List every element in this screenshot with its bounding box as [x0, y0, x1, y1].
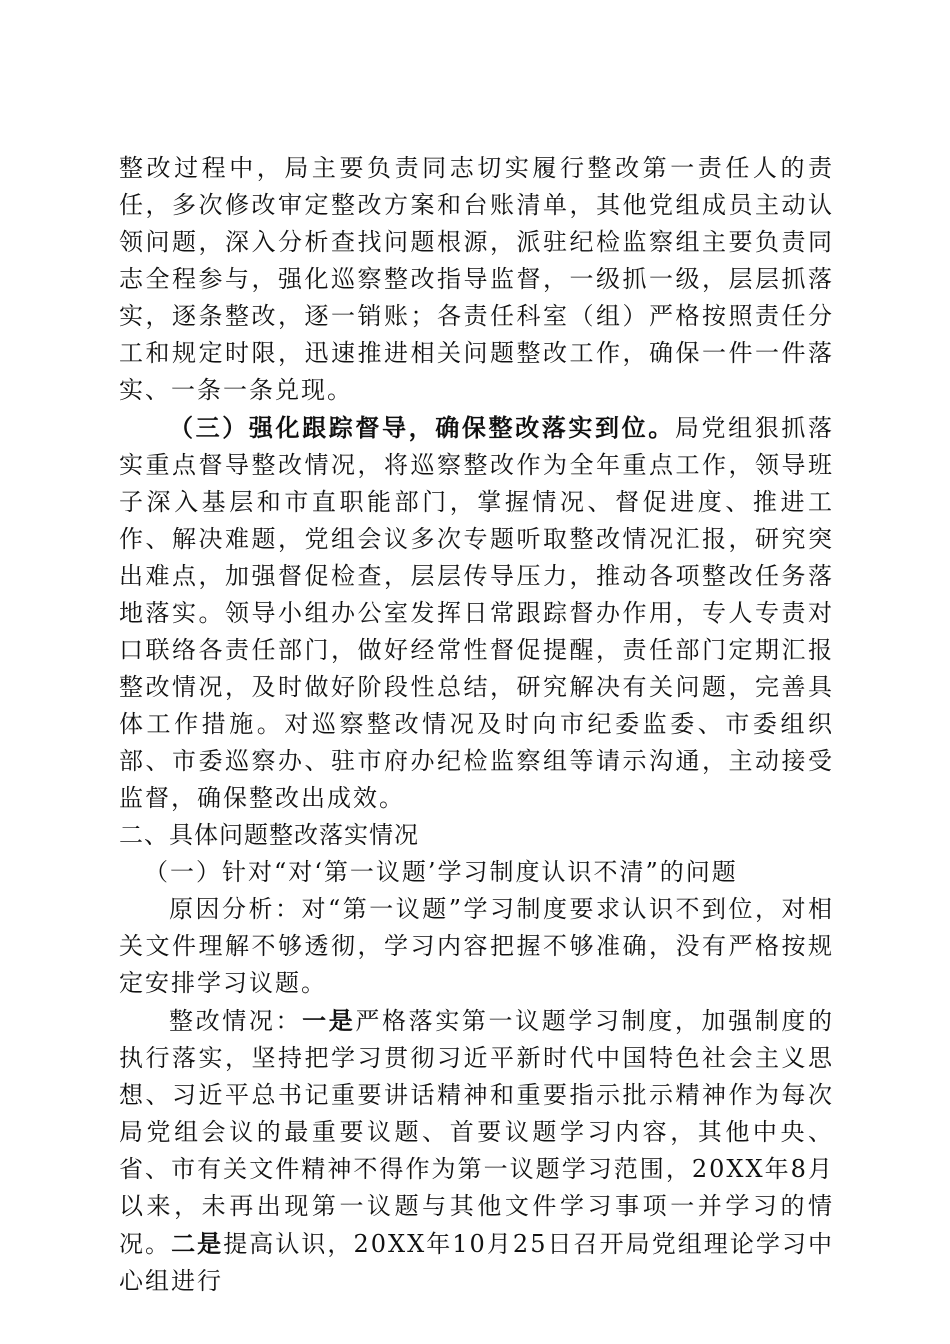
document-body	[119, 150, 834, 1300]
second-body: 提高认识，20XX年10月25日召开局党组理论学习中心组进行	[119, 1230, 835, 1295]
rectification-label: 整改情况：	[169, 1007, 303, 1035]
first-body: 严格落实第一议题学习制度，加强制度的执行落实，坚持把学习贯彻习近平新时代中国特色社会主义思想、习近平总书记重要讲话精神和重要指示批示精神作为每次局党组会议的最重要议题、首要议题学习内容，其他中央、省、市有关文件精神不得作为第一议题学习范围，20XX年8月以来，未再出现第一议题与其他文件学习事项一并学习的情况。	[119, 1007, 834, 1258]
paragraph-tracking-supervision	[119, 409, 834, 817]
first-marker: 一是	[302, 1006, 356, 1035]
subheading-first-topic: （一）针对“对‘第一议题’学习制度认识不清”的问题	[144, 858, 738, 886]
section-heading-two: 二、具体问题整改落实情况	[119, 821, 419, 849]
paragraph-rectification-process: 整改过程中，局主要负责同志切实履行整改第一责任人的责任，多次修改审定整改方案和台账清单，其他党组成员主动认领问题，深入分析查找问题根源，派驻纪检监察组主要负责同志全程参与，强化巡察整改指导监督，一级抓一级，层层抓落实，逐条整改，逐一销账；各责任科室（组）严格按照责任分工和规定时限，迅速推进相关问题整改工作，确保一件一件落实、一条一条兑现。	[119, 154, 834, 404]
section-lead-three: （三）强化跟踪督导，确保整改落实到位。	[169, 413, 675, 442]
paragraph-cause-analysis: 原因分析：对“第一议题”学习制度要求认识不到位，对相关文件理解不够透彻，学习内容把握不够准确，没有严格按规定安排学习议题。	[119, 895, 834, 997]
paragraph-rectification-status	[119, 1002, 834, 1300]
second-marker: 二是	[171, 1229, 224, 1258]
section-three-body: 局党组狠抓落实重点督导整改情况，将巡察整改作为全年重点工作，领导班子深入基层和市直职能部门，掌握情况、督促进度、推进工作、解决难题，党组会议多次专题听取整改情况汇报，研究突出难点，加强督促检查，层层传导压力，推动各项整改任务落地落实。领导小组办公室发挥日常跟踪督办作用，专人专责对口联络各责任部门，做好经常性督促提醒，责任部门定期汇报整改情况，及时做好阶段性总结，研究解决有关问题，完善具体工作措施。对巡察整改情况及时向市纪委监委、市委组织部、市委巡察办、驻市府办纪检监察组等请示沟通，主动接受监督，确保整改出成效。	[119, 414, 834, 812]
